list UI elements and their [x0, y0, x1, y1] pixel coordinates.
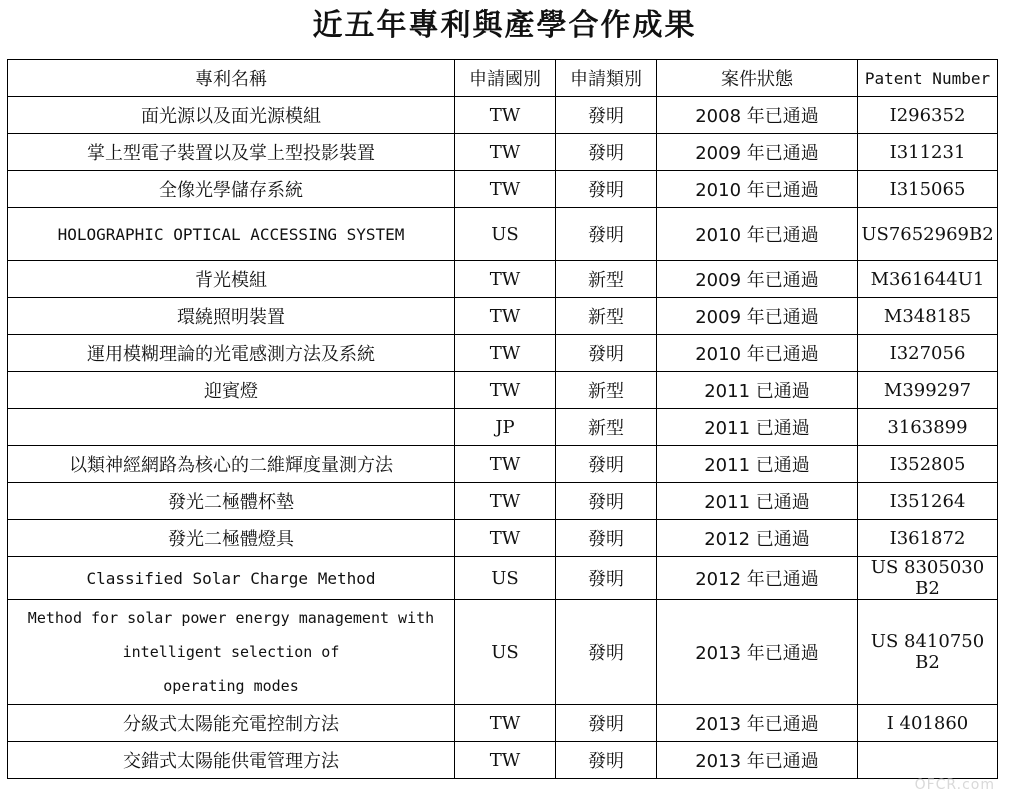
patent-name-cell [8, 409, 455, 446]
status-cell: 2013 年已通過 [657, 705, 858, 742]
table-row [8, 705, 998, 742]
status-cell: 2009 年已通過 [657, 298, 858, 335]
country-cell: TW [455, 446, 556, 483]
country-cell: TW [455, 261, 556, 298]
type-cell: 發明 [556, 171, 657, 208]
type-cell: 發明 [556, 557, 657, 600]
patent-name-cell: 面光源以及面光源模組 [8, 97, 455, 134]
patent-table [7, 59, 998, 779]
patent-name-cell: Classified Solar Charge Method [8, 557, 455, 600]
country-cell: TW [455, 705, 556, 742]
type-cell: 發明 [556, 446, 657, 483]
patent-number-cell: I296352 [858, 97, 998, 134]
patent-number-cell: I351264 [858, 483, 998, 520]
patent-name-cell: HOLOGRAPHIC OPTICAL ACCESSING SYSTEM [8, 208, 455, 261]
patent-name-cell: 環繞照明裝置 [8, 298, 455, 335]
country-cell: TW [455, 483, 556, 520]
patent-name-cell: 背光模組 [8, 261, 455, 298]
table-row [8, 372, 998, 409]
status-cell: 2012 已通過 [657, 520, 858, 557]
watermark: OFCR.com [914, 777, 995, 793]
type-cell: 發明 [556, 742, 657, 779]
type-cell: 發明 [556, 134, 657, 171]
patent-number-cell: M399297 [858, 372, 998, 409]
status-cell: 2012 年已通過 [657, 557, 858, 600]
country-cell: TW [455, 134, 556, 171]
type-cell: 發明 [556, 520, 657, 557]
header-status: 案件狀態 [657, 60, 858, 97]
table-row [8, 520, 998, 557]
table-row [8, 261, 998, 298]
country-cell: JP [455, 409, 556, 446]
patent-name-cell: 迎賓燈 [8, 372, 455, 409]
status-cell: 2009 年已通過 [657, 134, 858, 171]
country-cell: US [455, 208, 556, 261]
table-header-row [8, 60, 998, 97]
header-patent-name: 專利名稱 [8, 60, 455, 97]
country-cell: TW [455, 298, 556, 335]
type-cell: 發明 [556, 600, 657, 705]
header-patent-number: Patent Number [858, 60, 998, 97]
type-cell: 發明 [556, 208, 657, 261]
table-row [8, 557, 998, 600]
type-cell: 發明 [556, 705, 657, 742]
patent-number-cell: M348185 [858, 298, 998, 335]
type-cell: 新型 [556, 372, 657, 409]
patent-number-cell: US 8410750 B2 [858, 600, 998, 705]
table-row [8, 208, 998, 261]
header-country: 申請國別 [455, 60, 556, 97]
country-cell: US [455, 557, 556, 600]
status-cell: 2010 年已通過 [657, 171, 858, 208]
status-cell: 2010 年已通過 [657, 335, 858, 372]
type-cell: 發明 [556, 97, 657, 134]
type-cell: 發明 [556, 335, 657, 372]
patent-number-cell: I327056 [858, 335, 998, 372]
table-row [8, 446, 998, 483]
patent-number-cell: 3163899 [858, 409, 998, 446]
type-cell: 新型 [556, 261, 657, 298]
table-row [8, 335, 998, 372]
status-cell: 2009 年已通過 [657, 261, 858, 298]
patent-number-cell: I361872 [858, 520, 998, 557]
country-cell: US [455, 600, 556, 705]
patent-number-cell: US 8305030 B2 [858, 557, 998, 600]
patent-name-cell: 發光二極體杯墊 [8, 483, 455, 520]
patent-name-cell: 交錯式太陽能供電管理方法 [8, 742, 455, 779]
patent-number-cell [858, 742, 998, 779]
patent-name-cell: 全像光學儲存系統 [8, 171, 455, 208]
patent-name-cell: 掌上型電子裝置以及掌上型投影裝置 [8, 134, 455, 171]
country-cell: TW [455, 171, 556, 208]
table-row [8, 409, 998, 446]
country-cell: TW [455, 520, 556, 557]
country-cell: TW [455, 335, 556, 372]
page-title: 近五年專利與產學合作成果 [312, 8, 697, 43]
patent-number-cell: I352805 [858, 446, 998, 483]
table-row [8, 97, 998, 134]
patent-number-cell: M361644U1 [858, 261, 998, 298]
type-cell: 發明 [556, 483, 657, 520]
patent-number-cell: I 401860 [858, 705, 998, 742]
type-cell: 新型 [556, 409, 657, 446]
table-row [8, 742, 998, 779]
country-cell: TW [455, 742, 556, 779]
status-cell: 2013 年已通過 [657, 742, 858, 779]
patent-number-cell: I315065 [858, 171, 998, 208]
status-cell: 2011 已通過 [657, 372, 858, 409]
type-cell: 新型 [556, 298, 657, 335]
table-row [8, 134, 998, 171]
patent-name-cell: Method for solar power energy management with intelligent selection of operating modes [8, 600, 455, 705]
patent-name-cell: 分級式太陽能充電控制方法 [8, 705, 455, 742]
patent-name-cell: 以類神經網路為核心的二維輝度量測方法 [8, 446, 455, 483]
header-type: 申請類別 [556, 60, 657, 97]
status-cell: 2011 已通過 [657, 409, 858, 446]
table-row [8, 483, 998, 520]
status-cell: 2010 年已通過 [657, 208, 858, 261]
status-cell: 2013 年已通過 [657, 600, 858, 705]
patent-name-cell: 運用模糊理論的光電感測方法及系統 [8, 335, 455, 372]
status-cell: 2008 年已通過 [657, 97, 858, 134]
patent-name-cell: 發光二極體燈具 [8, 520, 455, 557]
country-cell: TW [455, 372, 556, 409]
status-cell: 2011 已通過 [657, 446, 858, 483]
table-row [8, 600, 998, 705]
patent-number-cell: US7652969B2 [858, 208, 998, 261]
table-row [8, 298, 998, 335]
country-cell: TW [455, 97, 556, 134]
patent-number-cell: I311231 [858, 134, 998, 171]
table-row [8, 171, 998, 208]
status-cell: 2011 已通過 [657, 483, 858, 520]
